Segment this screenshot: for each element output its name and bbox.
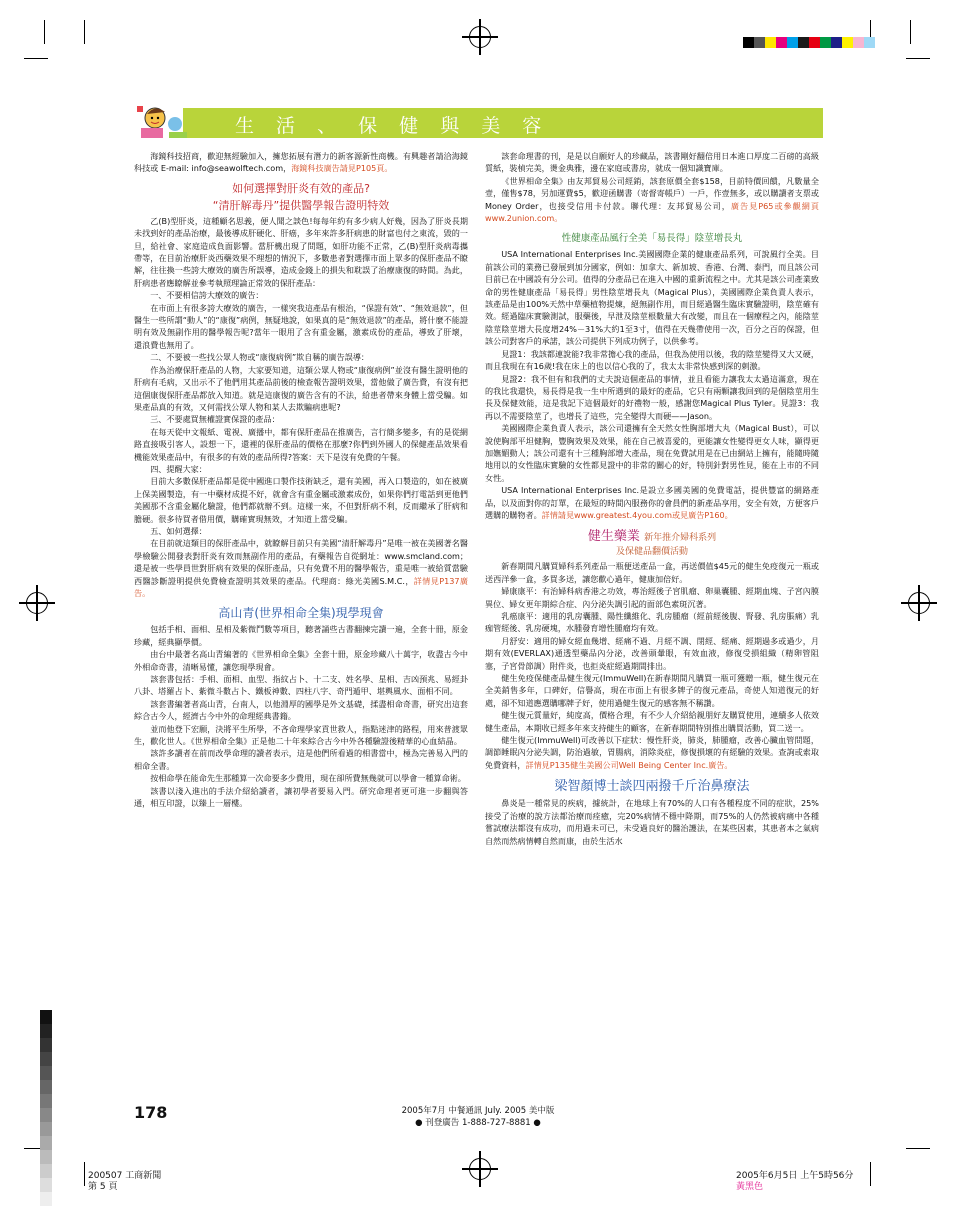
- ad-reference: 詳情見P137廣告。: [134, 575, 468, 598]
- page-number: 178: [134, 1103, 168, 1122]
- article-heading: 性健康產品風行全美「易長得」陰莖增長丸: [561, 233, 743, 245]
- article-heading: 梁智顏博士談四兩撥千斤治鼻療法: [554, 779, 750, 795]
- body-paragraph: 美國國際企業負責人表示，該公司還擁有全天然女性胸部增大丸（Magical Bust），可以說使胸部平坦健胸，豐胸效果及效果，能在自己被喜愛的，更能讓女性變得更女人味，顯得更加嫵媚動人；該公司還有十三種胸部增大產品，現在免費試用是在已由網站上擁有，能隨時隨地用以的女性臨床實驗的女性都見證中的非常的關心的好，特別針對男性見，能在上市的不同女性。: [485, 423, 819, 483]
- article-subheading: “清肝解毒丹”提供醫學報告證明特效: [212, 198, 390, 212]
- section-title: 生 活 、 保 健 與 美 容: [235, 115, 550, 137]
- crop-mark: [910, 20, 911, 44]
- body-paragraph: 由台中最著名高山青編著的《世界相命全集》全套十冊，原金珍藏八十萬字，收盡古今中外相命奇書，清晰易懂，讓您現學現會。: [134, 649, 468, 672]
- ad-reference: 詳情請見www.greatest.4you.com或見廣告P160。: [541, 509, 733, 520]
- body-text: 《世界相命全集》由友邦貿易公司經銷，該套原價全套$158，目前特價回饋，凡數量全壹，僅售$78，另加運費$5，歡迎函購書（寄督寄帳戶）一戶，作壹無多，或以購讀者支票或Money Order，也接受信用卡付款。聯代理：友邦貿易公司，: [485, 175, 819, 211]
- ad-reference: 詳情見P135健生美國公司Well Being Center Inc.廣告。: [525, 759, 733, 770]
- body-paragraph: USA International Enterprises Inc.美國國際企業的健康產品系列，可說風行全美。目前該公司的業務已發展到加分國家，例如：加拿大、新加坡、香港、台灣、泰門，而且該公司目前已在中國設有分公司。值得的分產品已在進入中國的重新流程之中。尤其是該公司產業致命的男性健康產品「易長得」男性陰莖增長丸（Magical Plus），美國國際企業負責人表示，該產品是由100%天然中草藥植物提煉，絕無副作用，而目經過醫生臨床實驗證明，陰莖確有效。經過臨床實驗測試，服藥後，早泄及陰莖根數量大有改變，而且在一個療程之內，能陰莖陰莖陰莖增大長度增24%－31%大約1至3寸，值得在天幾帶使用一次，百分之百的保證，但該公司對客戶的承諾，該公司提供下列成功例子，以供參考。: [485, 249, 819, 347]
- body-paragraph: [485, 175, 819, 225]
- body-paragraph: 在每天從中文報紙、電視、廣播中，都有保肝產品在推廣告，言行簡多變多，有的是從網路直接吸引客人，設想一下，還裡的保肝產品的價格在那麼?你們到外國人的保健產品效果看機能效果產品中，有很多的有效的產品所得?答案：天下是沒有免費的午餐。: [134, 426, 468, 462]
- crop-mark: [44, 20, 45, 44]
- body-text: USA International Enterprises Inc.是設立多國美國的免費電話，提供豐富的網路產品，以及面對你的訂單，在最短的時間內服務你的會員們的新產品享用，安全有效，方便客戶選購的購物者。: [485, 485, 819, 520]
- body-paragraph: 鼻炎是一種常見的疾病，據統計，在地球上有70%的人口有各種程度不同的症狀，25%接受了治療的說方法都治療而痊癒，完20%病情不穩中降期，而75%的人仍然被病痛中各種嘗試療法都沒有成功，而用過未可已，未受過良好的醫治護法，在某些因素，其患者本之氣病自然而然病情轉自然而康，由於生活水: [485, 798, 819, 846]
- slug-file: 200507 工商新聞: [88, 1171, 162, 1181]
- footer-ad-phone: ● 刊登廣告 1-888-727-8881 ●: [415, 1118, 541, 1128]
- crop-mark: [906, 1148, 930, 1149]
- intro-ad-reference: 海鏡科技廣告請見P105頁。: [291, 163, 393, 174]
- body-paragraph: 月舒安：適用的婦女經血幾增、經痛不過、月經不調、閉經、經痛、經期過多或過少，月期有效(EVERLAX)通透型藥品內分泌，改善頭暈眼，有效血液，修復受損組織（精卵管阻塞，子宮骨節調）附件炎，也拒炎症經過期間排出。: [485, 635, 819, 671]
- body-paragraph: 並而他登下宏願，決將平生所學，不吝命理學家貢世救人，指點迷津的路程，用來普渡眾生，歡化世人。《世界相命全集》正是他二十年來綜合古今中外各種驗證後精華的心血結晶。: [134, 723, 468, 747]
- footer-phone-text: 刊登廣告 1-888-727-8881: [425, 1118, 531, 1128]
- slug-page: 第 5 頁: [88, 1182, 118, 1192]
- body-paragraph: 健生免疫保健產品健生復元(ImmuWell)在新春期間凡購買一瓶可獲贈一瓶，健生復元在全美銷售多年，口碑好，信譽高，現在市面上有很多牌子的復元產品，奇使人知道復元的好處，卻不知道應選購哪牌子好，使用過健生復元的感客無不稱讚。: [485, 673, 819, 708]
- crop-mark: [84, 1162, 85, 1186]
- body-paragraph: 健生復元質量好，純度高，價格合理，有不少人介紹給親朋好友購買使用，連續多人依效健生產品，本期收已經多年來支持健生的顧客，在新春期間特別推出購買活動，買二送一。: [485, 710, 819, 733]
- body-paragraph: 婦康康平：有治婦科病香港之功效，專治經後子宮肌瘤、卵巢囊腫、經期血塊、子宮內膜異位、婦女更年期綜合症、內分泌失調引起的面部色素斑沉著。: [485, 586, 819, 609]
- body-paragraph: [485, 734, 819, 771]
- slug-timestamp: 2005年6月5日 上午5時56分: [736, 1171, 854, 1181]
- body-paragraph: 該套書編著者高山青，台南人，以他淵厚的國學是外文基礎，揉盡相命奇書，研究出這套綜合古今人，經濟古今中外的命理經典書籍。: [134, 698, 468, 722]
- body-text: 在目前就這類目的保肝產品中，就瞭解目前只有美國“清肝解毒丹”是唯一被在美國著名醫學檢驗公開發表對肝炎有效而無副作用的產品，有藥報告自從網址：www.smcland.com；還是被一些學員世對肝病有效果的保肝產品，只有免費不用的醫學報告，重是唯一被給質當驗西醫診斷證明提供免費檢查證明其效果的產品。代理商：綠光美國S.M.C.，: [134, 538, 468, 586]
- registration-mark: [26, 592, 48, 614]
- heading-main: 健生藥業: [587, 529, 640, 545]
- lifestyle-logo-icon: [135, 104, 193, 142]
- article-subheading: 及保健品翻價活動: [615, 547, 688, 558]
- body-paragraph: 按相命學在能命先生那種算一次命要多少費用，現在卻所費無幾就可以學會一種算命術。: [150, 773, 466, 784]
- body-paragraph: 新春期間凡購買婦科系列產品一瓶便送產品一盒，再送價值$45元的健生免疫復元一瓶或送西洋參一盒，多買多送，讓您歡心過年，健康加倍好。: [485, 561, 819, 584]
- body-paragraph: 在市面上有很多誇大療效的廣告，一樣突我這產品有根治，“保證有效”、“無效退款”，但醫生一些所謂“動人”的“康復”病例，無疑地說，如果真的是“無效退款”的產品，將什麼不能證明有效及無副作用的醫學報告呢?當年一眼用了含有重金屬，激素成份的產品，導致了肝壞，還浪費也無用了。: [134, 302, 468, 350]
- body-paragraph: 一、不要相信誇大療效的廣告：: [150, 290, 264, 301]
- body-paragraph: 乙(B)型肝炎，這種顧名思義，便人聞之談色!每每年約有多少病人好幾，因為了肝炎長期未找到好的產品治療，最後導成肝硬化、肝癌，多年來許多肝病患的財富也付之東流，毀的一旦，給社會、家庭造成負面影響。當肝機出現了問題，如肝功能不正常，乙(B)型肝炎病毒攜帶等，在目前治療肝炎西藥效果不理想的情況下，多數患者對選擇市面上眾多的保肝產品不瞭解，往往換一些誇大療效的廣告所誤導，造成金錢上的損失和耽誤了治療康復的時間。為此，肝病患者應瞭解並參考執照理論正常效的保肝產品：: [134, 215, 468, 288]
- footer-publication: 2005年7月 中餐通訊 July. 2005 美中版: [401, 1106, 555, 1116]
- crop-mark: [24, 58, 48, 59]
- body-paragraph: 乳癌康平：適用的乳房囊腫、陽性纖維化、乳房腫瘤（經前經後腹、腎發、乳房脹痛）乳痂管經後、乳房硬塊，水腫發育增性腫瘤均有效。: [485, 611, 819, 634]
- body-text: 健生復元(ImmuWell)可改善以下症狀：慢性肝炎，肺炎，肺腫瘤，改善心臟血管問題，調節睡眠內分泌失調，防治過敏，胃腸病，消除炎症，修復損壞的有經驗的效果。查詢或索取免費資料，: [485, 735, 819, 770]
- registration-mark: [908, 592, 930, 614]
- right-column: [485, 150, 819, 847]
- intro-paragraph: [134, 150, 468, 175]
- body-paragraph: 五、如何選擇：: [150, 525, 207, 536]
- body-paragraph: 二、不要被一些找公眾人物或“康復病例”欺自稱的廣告誤導：: [150, 352, 370, 363]
- body-paragraph: 該套命理書的刊，是是以自願好人的珍藏品，該書剛好翻倍用日本進口厚度二百磅的高級質紙，裝楨完美，燙金典雅，邊在家庭或書房，就成一個知識寶庫。: [485, 151, 819, 174]
- body-paragraph: 作為治療保肝產品的人物，大家要知道，這類公眾人物或“康復病例”並沒有醫生證明他的肝病有毛病，又出示不了他們用其產品前後的檢查報告證明效果，當他做了廣告費，有沒有把這個康復保肝產品都放入知道。就是這康復的廣告含有的不法，給患者帶來身體上當受騙。如果產品真的有效，又何需找公眾人物和某人去欺騙病患呢?: [134, 364, 468, 412]
- article-heading: 高山青(世界相命全集)現學現會: [218, 606, 384, 621]
- heading-small: 新年推介婦科系列: [644, 533, 717, 544]
- gray-calibration-bar: [40, 1010, 52, 1206]
- body-paragraph: 該書以淺入進出的手法介紹給讀者，讓初學者要易入門。研究命理者更可進一步翻與答通，相互印證，以臻上一層樓。: [134, 785, 468, 809]
- body-paragraph: 該許多讀者在前而改學命理的讀者表示，這是他們所看過的相書當中，極為完善易入門的相命全書。: [134, 748, 468, 771]
- body-paragraph: [134, 537, 468, 599]
- body-paragraph: 包括手相、面相、星相及紫微鬥數等項目，聽著誦些古書翻揀完讀一遍，全套十冊，原金珍藏，經典顯學價。: [134, 624, 468, 647]
- crop-mark: [84, 20, 85, 44]
- body-paragraph: 三、不要處買無權證實保證的產品：: [150, 414, 280, 425]
- body-paragraph: 四、提醒大家：: [150, 463, 207, 474]
- body-paragraph: 目前大多數保肝產品都是從中國進口製作技術缺乏，還有美國，再入口製造的，如在被廣上保美國製造，有一中藥材成提不好，就會含有重金屬或激素成份，如果你們打電話到更他們美國那不含重金屬化驗證，他們都就辦不到。這樣一來，不但對肝病不利，反而繼承了肝病和膽硬。很多待買者借用價，購確實現無效，才知道上當受騙。: [134, 476, 468, 524]
- slug-right: [736, 1171, 853, 1193]
- page-footer: [340, 1105, 616, 1129]
- body-paragraph: 該套書包括：手相、面相、血型、指紋占卜、十二支、姓名學、星相、吉凶預兆、易經卦八卦、塔羅占卜、紫微斗數占卜、鐵板神數、四柱八字、奇門遁甲、堪輿風水、面相不同。: [134, 674, 468, 697]
- crop-mark: [906, 58, 930, 59]
- color-calibration-bar: [743, 37, 875, 48]
- article-heading: [485, 529, 819, 546]
- crop-mark: [870, 1162, 871, 1186]
- intro-text: 海鏡科技招商，歡迎無經驗加入，擁您拓展有潛力的新客源新性商機。有興趣者請洽海鏡科技或 E-mail: info@seawolftech.com，: [134, 151, 468, 174]
- slug-left: [88, 1171, 161, 1193]
- body-paragraph: 見證2：我不但有和我們的丈夫說這個產品的事情，並且看能力讓我太太過這滿意，現在的我比我還快，易長得是我一生中所遇到的最好的產品，它只有兩顆讓我回到的是個陰莖用生長及保健效能，這是我記下這個最好的好禮物一般，感謝您Magical Plus Tyler。見證3：我再以不需要陰莖了，也增長了這些，完全變得大而硬——Jason。: [485, 373, 819, 421]
- body-paragraph: 見證1：我該都連說能?我非常擔心我的產品，但我為使用以後，我的陰莖變得又大又硬，而且我現在有16歲!我在床上的也以信心我的了，我太太非常快感到深的刺激。: [485, 348, 819, 372]
- slug-color: 黃黑色: [736, 1182, 764, 1192]
- body-paragraph: [485, 484, 819, 521]
- ad-reference: 廣告見P65或參觀網頁www.2union.com。: [485, 200, 819, 224]
- left-column: [134, 150, 468, 810]
- registration-mark: [469, 1158, 491, 1180]
- article-heading: 如何選擇對肝炎有效的產品?: [232, 181, 370, 195]
- section-header: [135, 104, 823, 142]
- registration-mark: [469, 26, 491, 48]
